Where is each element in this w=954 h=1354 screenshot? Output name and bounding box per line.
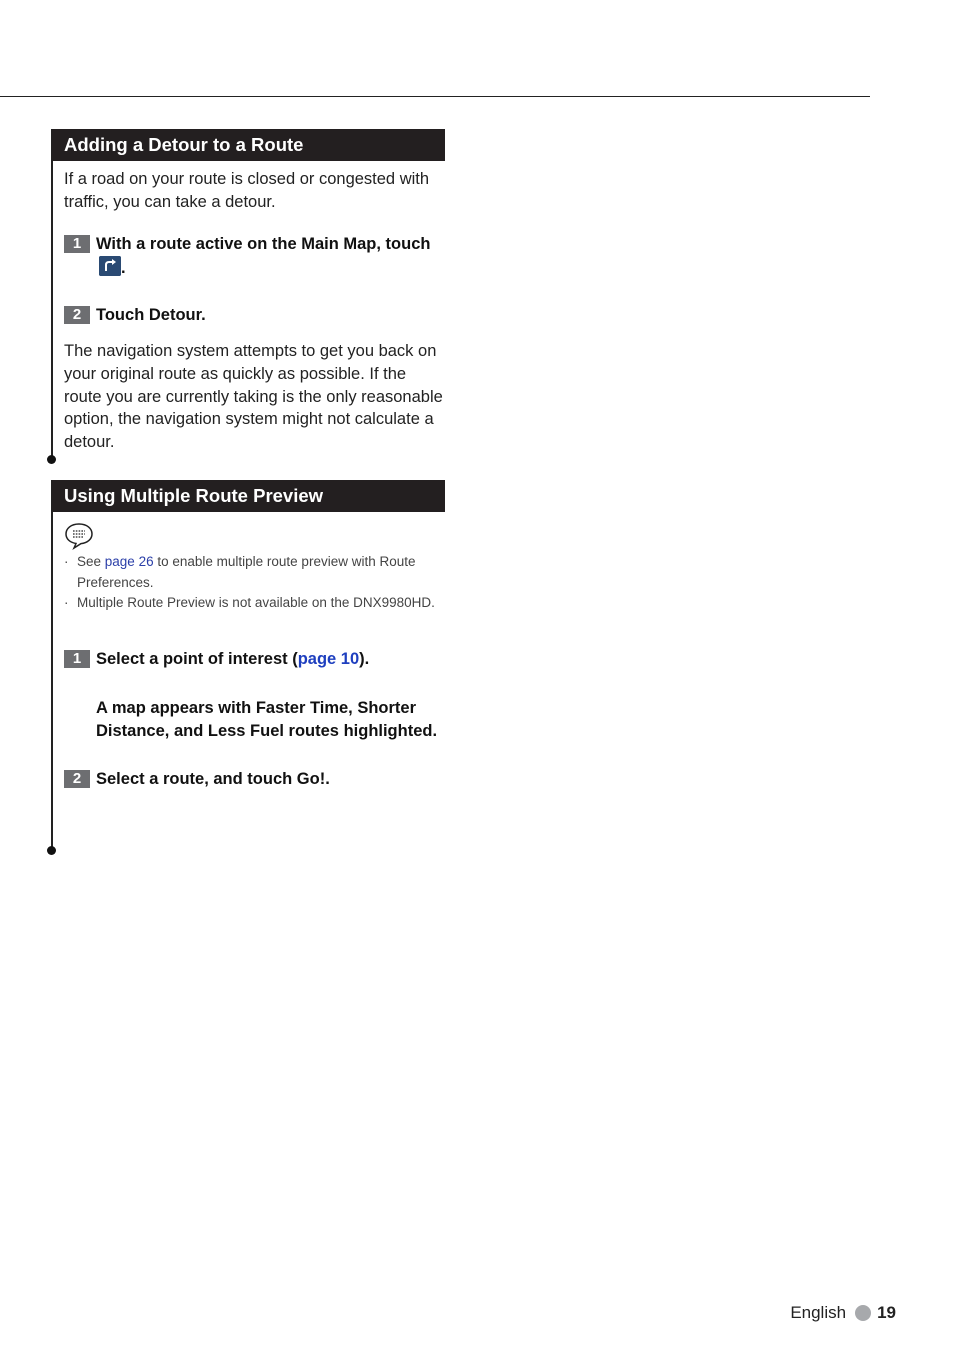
page-26-link[interactable]: page 26: [104, 554, 154, 569]
notes-list: [64, 552, 450, 614]
page-10-link[interactable]: page 10: [297, 650, 360, 668]
section-2-heading: [52, 480, 445, 512]
section-1-heading: [52, 129, 445, 161]
note-2-text: Multiple Route Preview is not available on the DNX9980HD.: [77, 595, 435, 610]
section-1-title: Adding a Detour to a Route: [64, 134, 304, 155]
section-2-end-dot: [47, 846, 56, 855]
footer-language: English: [790, 1302, 847, 1322]
detour-tap-icon: [99, 256, 121, 276]
note-icon: [64, 522, 94, 550]
section-1-side-rule: [51, 129, 53, 460]
page-footer: [790, 1301, 896, 1323]
step-2-text: Select a route, and touch Go!.: [96, 770, 330, 788]
note-item: · See page 26 to enable multiple route preview with Route Preferences.: [64, 554, 416, 590]
step-number-badge: 2: [64, 306, 90, 324]
note-1-after: to enable multiple route preview with Route Preferences.: [77, 554, 416, 590]
step-1-text: With a route active on the Main Map, touch: [96, 235, 431, 253]
top-rule: [0, 96, 870, 97]
note-1-before: See: [77, 554, 105, 569]
step-1-text-end: .: [121, 258, 126, 277]
section-2-title: Using Multiple Route Preview: [64, 485, 324, 506]
step-text: [96, 233, 452, 280]
footer-circle-icon: [855, 1305, 871, 1321]
note-item: · Multiple Route Preview is not available on the DNX9980HD.: [64, 595, 435, 610]
step-number-badge: 1: [64, 650, 90, 668]
step-2-text: Touch Detour.: [96, 306, 206, 324]
step-number-badge: 2: [64, 770, 90, 788]
section-1-end-dot: [47, 455, 56, 464]
page-number: 19: [877, 1302, 896, 1322]
step-1-before: Select a point of interest (: [96, 650, 298, 668]
step-text: [96, 648, 452, 671]
section-2-side-rule: [51, 480, 53, 850]
section-1-body: The navigation system attempts to get you back on your original route as quickly as possible. If the route you are currently taking is the only reasonable option, the navigation system might not calculate a detour.: [64, 342, 443, 452]
step-1-after: ).: [359, 650, 370, 668]
step-number-badge: 1: [64, 235, 90, 253]
step-result-text: A map appears with Faster Time, Shorter Distance, and Less Fuel routes highlighted.: [96, 699, 438, 740]
section-1-intro: If a road on your route is closed or congested with traffic, you can take a detour.: [64, 170, 430, 211]
